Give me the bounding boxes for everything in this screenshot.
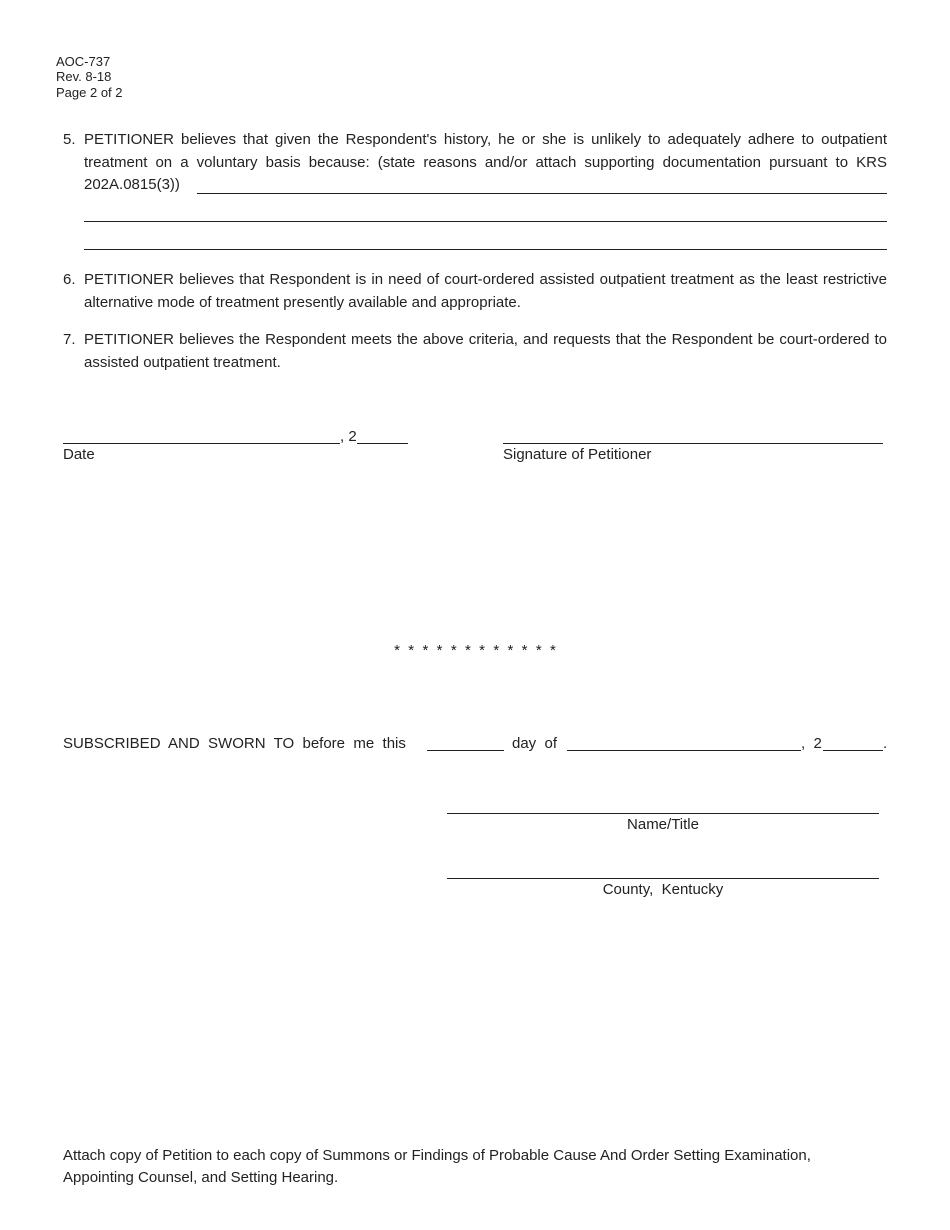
item-6-text: PETITIONER believes that Respondent is in need of court-ordered assisted outpatient treatment as the least restrictive alternative mode of treatment presently available and appropriate.: [84, 271, 887, 311]
oath-year-line[interactable]: [823, 750, 883, 751]
asterisk-divider: * * * * * * * * * * * *: [394, 642, 556, 659]
county-label: County, Kentucky: [602, 881, 724, 898]
name-title-label: Name/Title: [627, 816, 699, 833]
signature-label: Signature of Petitioner: [503, 446, 652, 463]
date-year-line[interactable]: [357, 443, 408, 444]
form-revision: Rev. 8-18: [56, 69, 112, 84]
item-5-number: 5.: [63, 131, 76, 148]
date-year-separator: , 2: [340, 428, 357, 445]
oath-day-line[interactable]: [427, 750, 504, 751]
reason-line-2[interactable]: [84, 221, 887, 222]
oath-prefix: SUBSCRIBED AND SWORN TO before me this: [63, 735, 406, 752]
footer-note-line-1: Attach copy of Petition to each copy of Summons or Findings of Probable Cause And Order Setting Examination,: [63, 1147, 811, 1164]
date-label: Date: [63, 446, 95, 463]
item-5: [63, 129, 887, 197]
page-number: Page 2 of 2: [56, 85, 123, 100]
item-5-text: PETITIONER believes that given the Respondent's history, he or she is unlikely to adequately adhere to outpatient treatment on a voluntary basis because: (state reasons and/or attach supporting documentation pursuant to KRS 202A.0815(3)): [84, 131, 887, 193]
item-7: [63, 329, 887, 374]
oath-month-line[interactable]: [567, 750, 801, 751]
footer-note-line-2: Appointing Counsel, and Setting Hearing.: [63, 1169, 339, 1186]
reason-line-1[interactable]: [197, 193, 887, 194]
reason-line-3[interactable]: [84, 249, 887, 250]
item-6-number: 6.: [63, 271, 76, 288]
date-line[interactable]: [63, 443, 340, 444]
item-7-number: 7.: [63, 331, 76, 348]
oath-suffix: .: [883, 735, 888, 752]
item-6: [63, 269, 887, 314]
form-number: AOC-737: [56, 54, 111, 69]
item-7-text: PETITIONER believes the Respondent meets the above criteria, and requests that the Respondent be court-ordered to assisted outpatient treatment.: [84, 331, 887, 371]
oath-day-of: day of: [512, 735, 558, 752]
oath-year-prefix: , 2: [801, 735, 822, 752]
